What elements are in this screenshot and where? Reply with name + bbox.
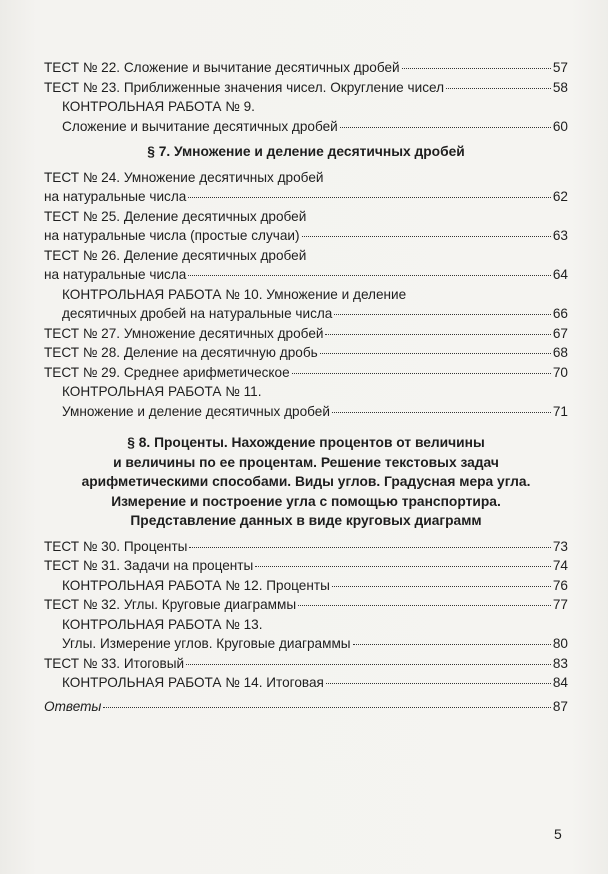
toc-page-number: 70 [552, 364, 568, 380]
toc-entry-title: десятичных дробей на натуральные числа [62, 306, 333, 321]
toc-entry-title: на натуральные числа [44, 189, 187, 204]
toc-page-number: 71 [552, 403, 568, 419]
dot-leader [353, 644, 551, 645]
toc-entry [44, 117, 568, 137]
toc-entry-title: КОНТРОЛЬНАЯ РАБОТА № 14. Итоговая [62, 675, 324, 690]
toc-entry-title: на натуральные числа (простые случаи) [44, 228, 300, 243]
dot-leader [340, 127, 551, 128]
toc-entry [44, 634, 568, 654]
toc-entry [44, 363, 568, 383]
toc-page-number: 57 [552, 60, 568, 75]
toc-entry-title: ТЕСТ № 33. Итоговый [44, 655, 185, 671]
section-title: § 7. Умножение и деление десятичных дробей [147, 144, 465, 159]
toc-entry-title: ТЕСТ № 22. Сложение и вычитание десятичных дробей [44, 60, 400, 75]
toc-page-number: 73 [552, 538, 568, 554]
dot-leader [186, 664, 551, 665]
toc-entry-title: ТЕСТ № 30. Проценты [44, 538, 188, 554]
toc-entry [44, 673, 568, 693]
toc-page-number: 58 [552, 79, 568, 95]
toc-page-number: 62 [552, 189, 568, 204]
toc-page-number: 66 [552, 306, 568, 321]
toc-entry-title: Углы. Измерение углов. Круговые диаграммы [62, 636, 351, 651]
toc-page-number: 76 [552, 577, 568, 593]
dot-leader [334, 314, 551, 315]
dot-leader [298, 605, 551, 606]
toc-entry [44, 58, 568, 78]
toc-entry [44, 324, 568, 344]
section-heading [44, 433, 568, 531]
section-title-line: арифметическими способами. Виды углов. Градусная мера угла. [81, 474, 531, 489]
toc-entry [44, 343, 568, 363]
toc-entry [44, 556, 568, 576]
toc-entry-title: ТЕСТ № 28. Деление на десятичную дробь [44, 345, 318, 360]
toc-entry [44, 576, 568, 596]
dot-leader [292, 373, 551, 374]
toc-entry-title: ТЕСТ № 26. Деление десятичных дробей [44, 247, 307, 263]
toc-entry [44, 402, 568, 422]
dot-leader [302, 236, 551, 237]
toc-entry [44, 78, 568, 98]
section-title-line: и величины по ее процентам. Решение текстовых задач [113, 454, 499, 470]
toc-page-number: 74 [552, 558, 568, 573]
dot-leader [326, 683, 551, 684]
toc-entry [44, 654, 568, 674]
toc-page-number: 80 [552, 636, 568, 651]
toc-page-number: 84 [552, 675, 568, 690]
toc-entry-title: ТЕСТ № 32. Углы. Круговые диаграммы [44, 597, 297, 612]
toc-entry [44, 226, 568, 246]
section-heading [44, 142, 568, 162]
toc-page-number: 67 [552, 325, 568, 341]
toc-entry [44, 187, 568, 207]
toc-entry-title: КОНТРОЛЬНАЯ РАБОТА № 12. Проценты [62, 577, 330, 593]
dot-leader [332, 412, 551, 413]
toc-entry-title: КОНТРОЛЬНАЯ РАБОТА № 13. [62, 616, 263, 632]
toc-entry-title: Сложение и вычитание десятичных дробей [62, 118, 338, 134]
toc-entry-title: ТЕСТ № 24. Умножение десятичных дробей [44, 169, 324, 185]
dot-leader [446, 88, 551, 89]
dot-leader [189, 547, 550, 548]
toc-entry [44, 595, 568, 615]
toc-entry [44, 304, 568, 324]
page-number: 5 [554, 826, 562, 842]
section-title-line: Измерение и построение угла с помощью транспортира. [111, 493, 501, 509]
dot-leader [402, 68, 551, 69]
toc-page-number: 87 [552, 698, 568, 714]
toc-page-number: 63 [552, 228, 568, 243]
toc-entry-title: на натуральные числа [44, 267, 187, 282]
dot-leader [332, 586, 551, 587]
dot-leader [103, 707, 550, 708]
dot-leader [320, 353, 551, 354]
toc-entry-title: ТЕСТ № 23. Приближенные значения чисел. Округление чисел [44, 79, 445, 95]
toc-entry-title: ТЕСТ № 29. Среднее арифметическое [44, 364, 290, 380]
toc-page-number: 77 [552, 597, 568, 612]
toc-entry-title: ТЕСТ № 27. Умножение десятичных дробей [44, 325, 324, 341]
toc-entry [44, 537, 568, 557]
section-title-line: § 8. Проценты. Нахождение процентов от величины [127, 435, 485, 450]
toc-page-number: 83 [552, 655, 568, 671]
toc-entry-title: КОНТРОЛЬНАЯ РАБОТА № 9. [62, 99, 255, 114]
toc-entry-title: Умножение и деление десятичных дробей [62, 403, 330, 419]
toc-entry-title: КОНТРОЛЬНАЯ РАБОТА № 10. Умножение и деление [62, 286, 407, 302]
toc-entry-title: КОНТРОЛЬНАЯ РАБОТА № 11. [62, 384, 262, 399]
toc-entry-title: Ответы [44, 698, 102, 714]
section-title-line: Представление данных в виде круговых диаграмм [130, 513, 482, 528]
toc-page-number: 64 [552, 267, 568, 282]
toc-entry-title: ТЕСТ № 25. Деление десятичных дробей [44, 208, 307, 224]
toc-entry-answers [44, 697, 568, 717]
table-of-contents [44, 58, 568, 716]
dot-leader [325, 334, 550, 335]
dot-leader [188, 197, 551, 198]
toc-page-number: 68 [552, 345, 568, 360]
toc-page-number: 60 [552, 118, 568, 134]
toc-entry-title: ТЕСТ № 31. Задачи на проценты [44, 558, 254, 573]
dot-leader [188, 275, 551, 276]
dot-leader [255, 566, 551, 567]
toc-entry [44, 265, 568, 285]
